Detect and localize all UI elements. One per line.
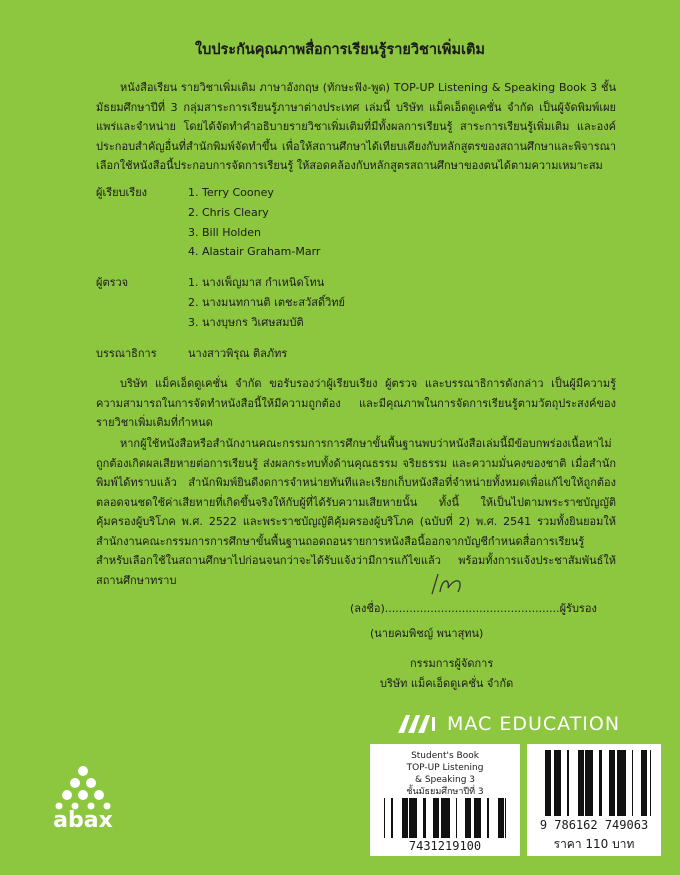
role-authors (96, 183, 345, 262)
product-line: Student's Book (411, 751, 479, 761)
role-label: ผู้เรียบเรียง (96, 186, 148, 199)
role-label: ผู้ตรวจ (96, 276, 129, 290)
role-label: บรรณาธิการ (96, 346, 157, 360)
person-name: 1. นางเพ็ญมาส กำเหนิดโทน (188, 276, 325, 290)
product-label-text (370, 750, 520, 798)
role-editor (96, 344, 345, 364)
credits-section (96, 183, 345, 374)
guarantee-paragraph: หากผู้ใช้หนังสือหรือสำนักงานคณะกรรมการการศึกษาขั้นพื้นฐานพบว่าหนังสือเล่มนี้มีข้อบกพร่องเนื้อหาไม่ถูกต้องเกิดผลเสียหายต่อการเรียนรู้ ส่งผลกระทบทั้งด้านคุณธรรม จริยธรรม และความมั่นคงของชาติ เมื่อสำนักพิมพ์ได้ทราบแล้ว สำนักพิมพ์ยินดีงดการจำหน่ายทันทีและเรียกเก็บหนังสือที่จำหน่ายทั้งหมดเพื่อแก้ไขให้ถูกต้อง ตลอดจนชดใช้ค่าเสียหายที่เกิดขึ้นจริงให้กับผู้ที่ได้รับความเสียหายนั้น ทั้งนี้ ให้เป็นไปตามพระราชบัญญัติคุ้มครองผู้บริโภค พ.ศ. 2522 และพระราชบัญญัติคุ้มครองผู้บริโภค (ฉบับที่ 2) พ.ศ. 2541 รวมทั้งยินยอมให้สำนักงานคณะกรรมการการศึกษาขั้นพื้นฐานถอดถอนรายการหนังสือนี้ออกจากบัญชีกำหนดสื่อการเรียนรู้สำหรับเลือกใช้ในสถานศึกษาไปก่อนจนกว่าจะได้รับแจ้งว่ามีการแก้ไขแล้ว พร้อมทั้งการแจ้งประชาสัมพันธ์ให้สถานศึกษาทราบ (96, 437, 616, 587)
role-people (188, 344, 287, 364)
signature-line: (ลงชื่อ)..................................................ผู้รับรอง (350, 602, 597, 615)
signer-company: บริษัท แม็คเอ็ดดูเคชั่น จำกัด (380, 677, 514, 690)
abax-logo (38, 765, 128, 833)
person-name: 1. Terry Cooney (188, 186, 274, 199)
product-barcode (384, 798, 506, 838)
isbn-box (527, 744, 661, 856)
signature-mark (428, 570, 468, 600)
isbn-barcode (539, 750, 651, 816)
product-line: ชั้นมัธยมศึกษาปีที่ 3 (406, 787, 484, 797)
person-name: 2. Chris Cleary (188, 205, 269, 219)
mac-education-logo (398, 713, 620, 735)
signer-position: กรรมการผู้จัดการ (410, 657, 494, 670)
product-code: 7431219100 (408, 839, 482, 853)
price-label: ราคา 110 บาท (553, 837, 635, 851)
page-title: ใบประกันคุณภาพสื่อการเรียนรู้รายวิชาเพิ่มเติม (195, 42, 485, 58)
intro-paragraph: หนังสือเรียน รายวิชาเพิ่มเติม ภาษาอังกฤษ (ทักษะฟัง-พูด) TOP-UP Listening & Speaking Book 3 ชั้นมัธยมศึกษาปีที่ 3 กลุ่มสาระการเรียนรู้ภาษาต่างประเทศ เล่มนี้ บริษัท แม็คเอ็ดดูเคชั่น จำกัด เป็นผู้จัดพิมพ์เผยแพร่และจำหน่าย โดยได้จัดทำคำอธิบายรายวิชาเพิ่มเติมที่มีทั้งผลการเรียนรู้ สาระการเรียนรู้เพิ่มเติม และองค์ประกอบสำคัญอื่นที่สำนักพิมพ์จัดทำขึ้น เพื่อให้สถานศึกษาได้เทียบเคียงกับหลักสูตรของสถานศึกษาและพิจารณาเลือกใช้หนังสือนี้ประกอบการจัดการเรียนรู้ ให้สอดคล้องกับหลักสูตรสถานศึกษาของตนได้ตามความเหมาะสม (96, 81, 616, 172)
person-name: นางสาวพิรุณ ติลภัทร (188, 346, 288, 360)
role-people (188, 273, 345, 332)
publisher-name: abax (53, 808, 113, 833)
product-label-box (370, 744, 520, 856)
role-people (188, 183, 320, 262)
abax-triangle-icon (53, 765, 113, 810)
role-reviewers (96, 273, 345, 332)
brand-name: MAC EDUCATION (447, 713, 621, 735)
person-name: 2. นางมนทกานติ เตชะสวัสดิ์วิทย์ (188, 295, 345, 309)
signer-name: (นายคมพิชญ์ พนาสุทน) (370, 627, 484, 640)
certify-paragraph: บริษัท แม็คเอ็ดดูเคชั่น จำกัด ขอรับรองว่าผู้เรียบเรียง ผู้ตรวจ และบรรณาธิการดังกล่าว เป็นผู้มีความรู้ความสามารถในการจัดทำหนังสือนี้ให้มีความถูกต้อง และมีคุณภาพในการจัดการเรียนรู้ตามวัตถุประสงค์ของรายวิชาเพิ่มเติมที่กำหนด (96, 377, 616, 429)
isbn-number: 9 786162 749063 (539, 818, 649, 832)
product-line: & Speaking 3 (414, 775, 476, 785)
person-name: 4. Alastair Graham-Marr (188, 245, 321, 259)
person-name: 3. Bill Holden (188, 225, 261, 239)
product-line: TOP-UP Listening (406, 763, 484, 773)
mac-logo-icon (398, 715, 443, 733)
person-name: 3. นางบุษกร วิเศษสมบัติ (188, 315, 304, 329)
